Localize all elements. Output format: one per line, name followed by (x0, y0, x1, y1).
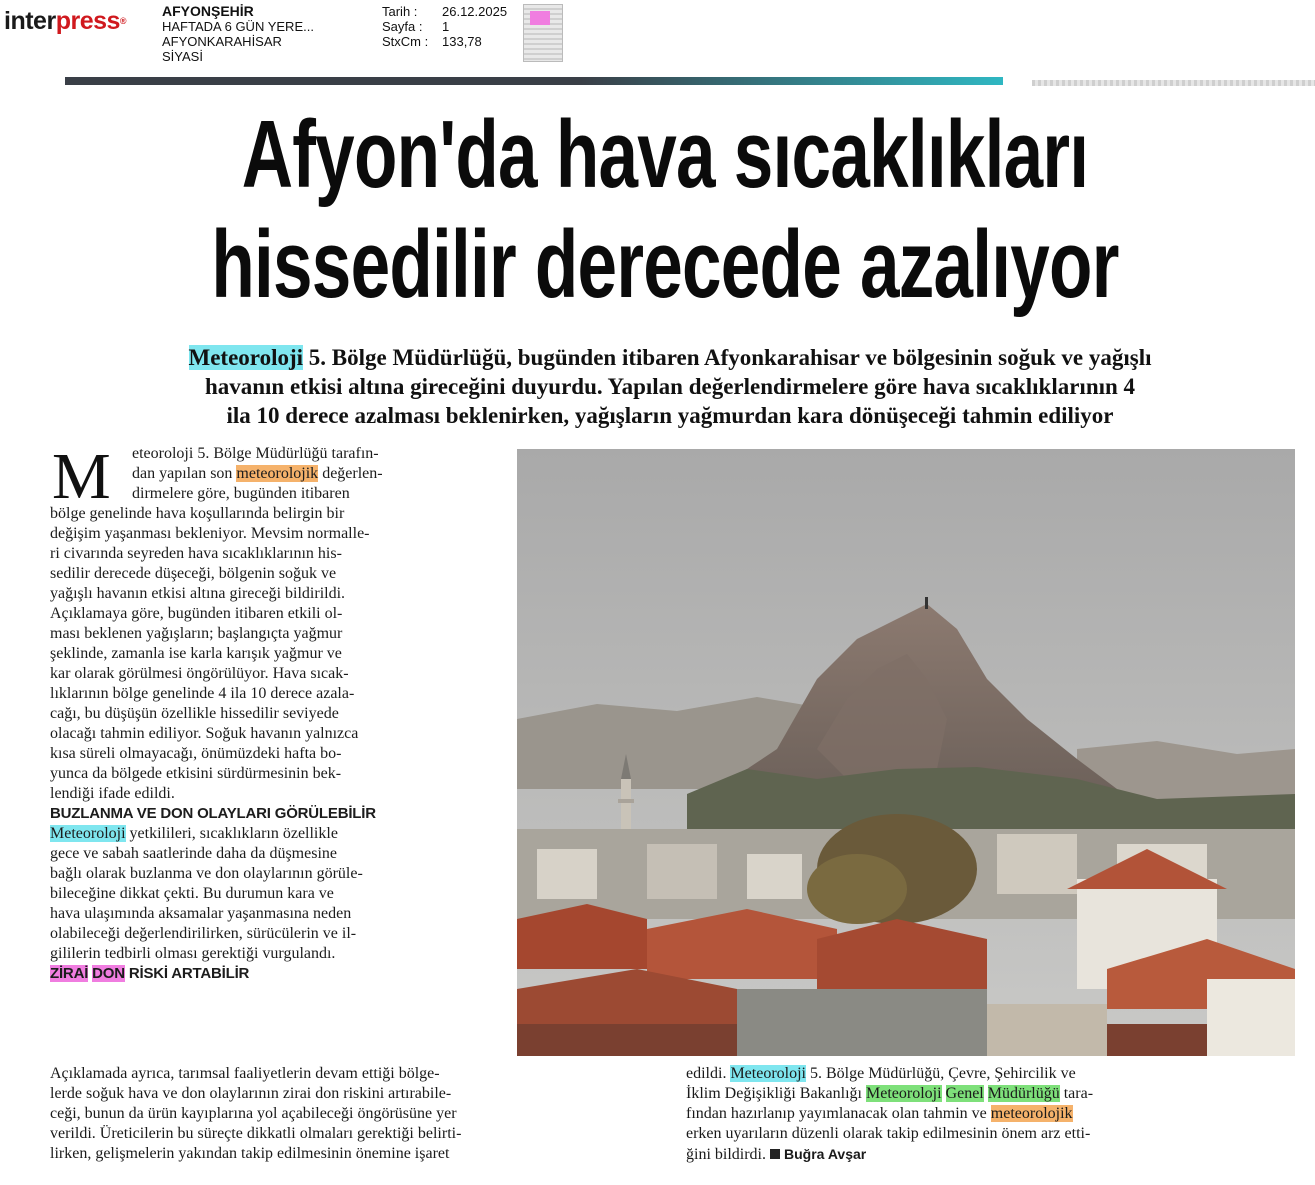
body-line: hava ulaşımında aksamalar yaşanmasına neden (50, 905, 352, 922)
highlight-meteoroloji: Meteoroloji (188, 345, 304, 370)
headline (30, 100, 1300, 320)
body-line: ceği, bunun da ürün kayıplarına yol açabileceği öngörüsüne yer (50, 1105, 457, 1122)
body-text: yetkilileri, sıcaklıkların özellikle (125, 825, 338, 842)
publication-meta (162, 4, 314, 64)
meta-labels (382, 4, 428, 49)
highlight-meteoroloji: Meteoroloji (50, 825, 126, 842)
body-line: sedilir derecede düşeceği, bölgenin soğuk ve (50, 565, 337, 582)
body-line: dirmelere göre, bugünden itibaren (132, 485, 350, 502)
highlight-zirai: ZİRAİ (50, 965, 89, 982)
top-rule-right (1032, 80, 1315, 86)
body-line (686, 1084, 1306, 1104)
headline-line-1: Afyon'da hava sıcaklıkları (241, 101, 1089, 208)
drop-cap: M (52, 440, 111, 513)
logo-registered: ® (119, 16, 127, 26)
body-line: lerde soğuk hava ve don olaylarının zirai don riskini artırabile- (50, 1085, 452, 1102)
body-line: Açıklamada ayrıca, tarımsal faaliyetlerin devam ettiği bölge- (50, 1065, 440, 1082)
body-text: dan yapılan son (132, 465, 237, 482)
date-label: Tarih : (382, 4, 418, 19)
body-line: bölge genelinde hava koşullarında belirgin bir (50, 505, 345, 522)
photo-illustration (517, 449, 1295, 1056)
body-line (686, 1104, 1306, 1124)
body-line: ri civarında seyreden hava sıcaklıklarının his- (50, 545, 342, 562)
highlight-meteoroloji-green: Meteoroloji (865, 1085, 942, 1102)
byline-name: Buğra Avşar (784, 1146, 867, 1162)
stxcm-label: StxCm : (382, 34, 429, 49)
page-label: Sayfa : (382, 19, 423, 34)
byline (770, 1146, 866, 1162)
top-rule (65, 77, 1003, 85)
subheading-text: RİSKİ ARTABİLİR (124, 965, 250, 982)
body-line: cağı, bu düşüşün özellikle hissedilir seviyede (50, 705, 339, 722)
deck-line-3: ila 10 derece azalması beklenirken, yağışların yağmurdan kara dönüşeceği tahmin ediliyor (226, 403, 1114, 428)
body-line: şeklinde, zamanla ise karla karışık yağmur ve (50, 645, 342, 662)
body-line: kısa süreli olmayacağı, önümüzdeki hafta bo- (50, 745, 342, 762)
publication-city: AFYONKARAHİSAR (162, 34, 282, 49)
article-photo-afyon-castle (517, 449, 1295, 1056)
deck-line-2: havanın etkisi altına gireceğini duyurdu. Yapılan değerlendirmelere göre hava sıcaklıklarının 4 (204, 374, 1136, 399)
highlight-meteorolojik: meteorolojik (236, 465, 319, 482)
body-text: değerlen- (318, 465, 383, 482)
body-line: lendiği ifade edildi. (50, 785, 175, 802)
body-line: bileceğine dikkat çekti. Bu durumun kara ve (50, 885, 334, 902)
logo-part2: press (55, 7, 120, 35)
body-line: gililerin tedbirli olması gerektiği vurgulandı. (50, 945, 336, 962)
body-line: eteoroloji 5. Bölge Müdürlüğü tarafın- (132, 445, 379, 462)
publication-name: AFYONŞEHİR (162, 3, 254, 19)
body-line: verildi. Üreticilerin bu süreçte dikkatli olmaları gerektiği belirti- (50, 1125, 462, 1142)
deck-line-1 (40, 343, 1300, 372)
logo-part1: inter (4, 7, 56, 35)
interpress-logo (4, 6, 126, 36)
body-line: ması beklenen yağışların; başlangıçta yağmur (50, 625, 343, 642)
byline-square-icon (770, 1149, 780, 1159)
subheading-zirai-don (50, 964, 510, 984)
thumbnail-highlight (530, 11, 550, 25)
article-column-left (50, 440, 510, 984)
body-line: olabileceği değerlendirilirken, sürücülerin ve il- (50, 925, 357, 942)
body-line: lıklarının bölge genelinde 4 ila 10 derece azala- (50, 685, 355, 702)
body-line: değişim yaşanması bekleniyor. Mevsim normalle- (50, 525, 370, 542)
body-line: gece ve sabah saatlerinde daha da düşmesine (50, 845, 337, 862)
body-line (50, 824, 510, 844)
body-line: yunca da bölgede etkisini sürdürmesinin bek- (50, 765, 342, 782)
body-line (686, 1064, 1306, 1084)
body-text: İklim Değişikliği Bakanlığı (686, 1085, 866, 1102)
body-line: olacağı tahmin ediliyor. Soğuk havanın yalnızca (50, 725, 359, 742)
page-thumbnail[interactable] (523, 4, 563, 62)
subheading-buzlanma: BUZLANMA VE DON OLAYLARI GÖRÜLEBİLİR (50, 805, 376, 822)
publication-category: SİYASİ (162, 49, 203, 64)
body-line: erken uyarıların düzenli olarak takip edilmesinin önem arz etti- (686, 1125, 1091, 1142)
deck-line-1-text: 5. Bölge Müdürlüğü, bugünden itibaren Afyonkarahisar ve bölgesinin soğuk ve yağışlı (303, 345, 1152, 370)
date-value: 26.12.2025 (442, 4, 508, 19)
body-line: yağışlı havanın etkisi altına gireceği bildirildi. (50, 585, 346, 602)
stxcm-value: 133,78 (442, 34, 482, 49)
body-line: bağlı olarak buzlanma ve don olaylarının görüle- (50, 865, 363, 882)
meta-values (442, 4, 507, 49)
highlight-mudurlugu: Müdürlüğü (987, 1085, 1060, 1102)
article-bottom-left (50, 1064, 670, 1164)
highlight-don: DON (92, 965, 125, 982)
deck (40, 343, 1300, 430)
body-text: edildi. (686, 1065, 731, 1082)
headline-line-2: hissedilir derecede azalıyor (211, 211, 1119, 318)
body-line: Açıklamaya göre, bugünden itibaren etkili ol- (50, 605, 343, 622)
highlight-meteoroloji: Meteoroloji (730, 1065, 806, 1082)
body-line: lirken, gelişmelerin yakından takip edilmesinin önemine işaret (50, 1145, 450, 1162)
body-line: kar olarak görülmesi öngörülüyor. Hava sıcak- (50, 665, 349, 682)
body-text: ğini bildirdi. (686, 1146, 766, 1163)
article-bottom-right (686, 1064, 1306, 1164)
publication-frequency: HAFTADA 6 GÜN YERE... (162, 19, 314, 34)
body-line (50, 464, 510, 484)
body-line (686, 1144, 1306, 1164)
highlight-genel: Genel (945, 1085, 984, 1102)
page-value: 1 (442, 19, 450, 34)
body-text: fından hazırlanıp yayımlanacak olan tahmin ve (686, 1105, 991, 1122)
body-text: tara- (1059, 1085, 1094, 1102)
highlight-meteorolojik: meteorolojik (990, 1105, 1073, 1122)
body-text: 5. Bölge Müdürlüğü, Çevre, Şehircilik ve (805, 1065, 1076, 1082)
